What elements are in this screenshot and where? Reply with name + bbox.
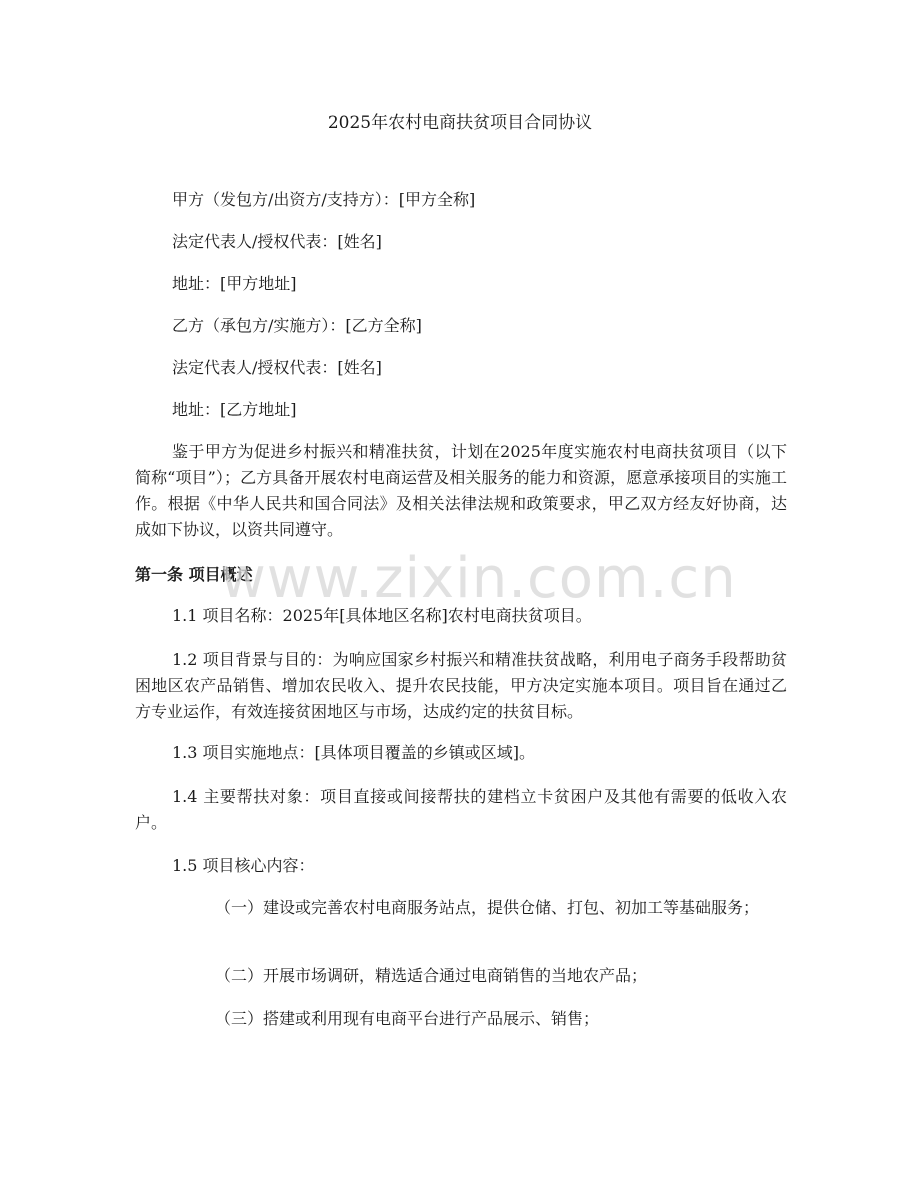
article-1-heading: 第一条 项目概述 <box>135 565 253 584</box>
content-item-1: （一）建设或完善农村电商服务站点，提供仓储、打包、初加工等基础服务； <box>215 898 760 917</box>
content-item-3: （三）搭建或利用现有电商平台进行产品展示、销售； <box>215 1009 600 1028</box>
clause-1-2: 1.2 项目背景与目的：为响应国家乡村振兴和精准扶贫战略，利用电子商务手段帮助贫困地区农产品销售、增加农民收入、提升农民技能，甲方决定实施本项目。项目旨在通过乙方专业运作，有效连接贫困地区与市场，达成约定的扶贫目标。 <box>135 650 787 721</box>
party-a-address: 地址：[甲方地址] <box>172 274 297 293</box>
clause-1-5: 1.5 项目核心内容： <box>172 856 315 875</box>
document-title: 2025年农村电商扶贫项目合同协议 <box>327 113 593 133</box>
clause-1-3: 1.3 项目实施地点：[具体项目覆盖的乡镇或区域]。 <box>172 743 536 762</box>
preamble-paragraph: 鉴于甲方为促进乡村振兴和精准扶贫，计划在2025年度实施农村电商扶贫项目（以下简称“项目”）；乙方具备开展农村电商运营及相关服务的能力和资源，愿意承接项目的实施工作。根据《中华人民共和国合同法》及相关法律法规和政策要求，甲乙双方经友好协商，达成如下协议，以资共同遵守。 <box>135 442 787 539</box>
party-b-address: 地址：[乙方地址] <box>172 400 297 419</box>
party-b-line: 乙方（承包方/实施方）：[乙方全称] <box>172 316 422 335</box>
party-b-representative: 法定代表人/授权代表：[姓名] <box>172 358 382 377</box>
clause-1-1: 1.1 项目名称：2025年[具体地区名称]农村电商扶贫项目。 <box>172 606 592 625</box>
party-a-representative: 法定代表人/授权代表：[姓名] <box>172 232 382 251</box>
clause-1-4: 1.4 主要帮扶对象：项目直接或间接帮扶的建档立卡贫困户及其他有需要的低收入农户。 <box>135 787 787 832</box>
party-a-line: 甲方（发包方/出资方/支持方）：[甲方全称] <box>172 190 476 209</box>
watermark: www.zixin.com.cn <box>220 546 737 611</box>
content-item-2: （二）开展市场调研，精选适合通过电商销售的当地农产品； <box>215 966 648 985</box>
